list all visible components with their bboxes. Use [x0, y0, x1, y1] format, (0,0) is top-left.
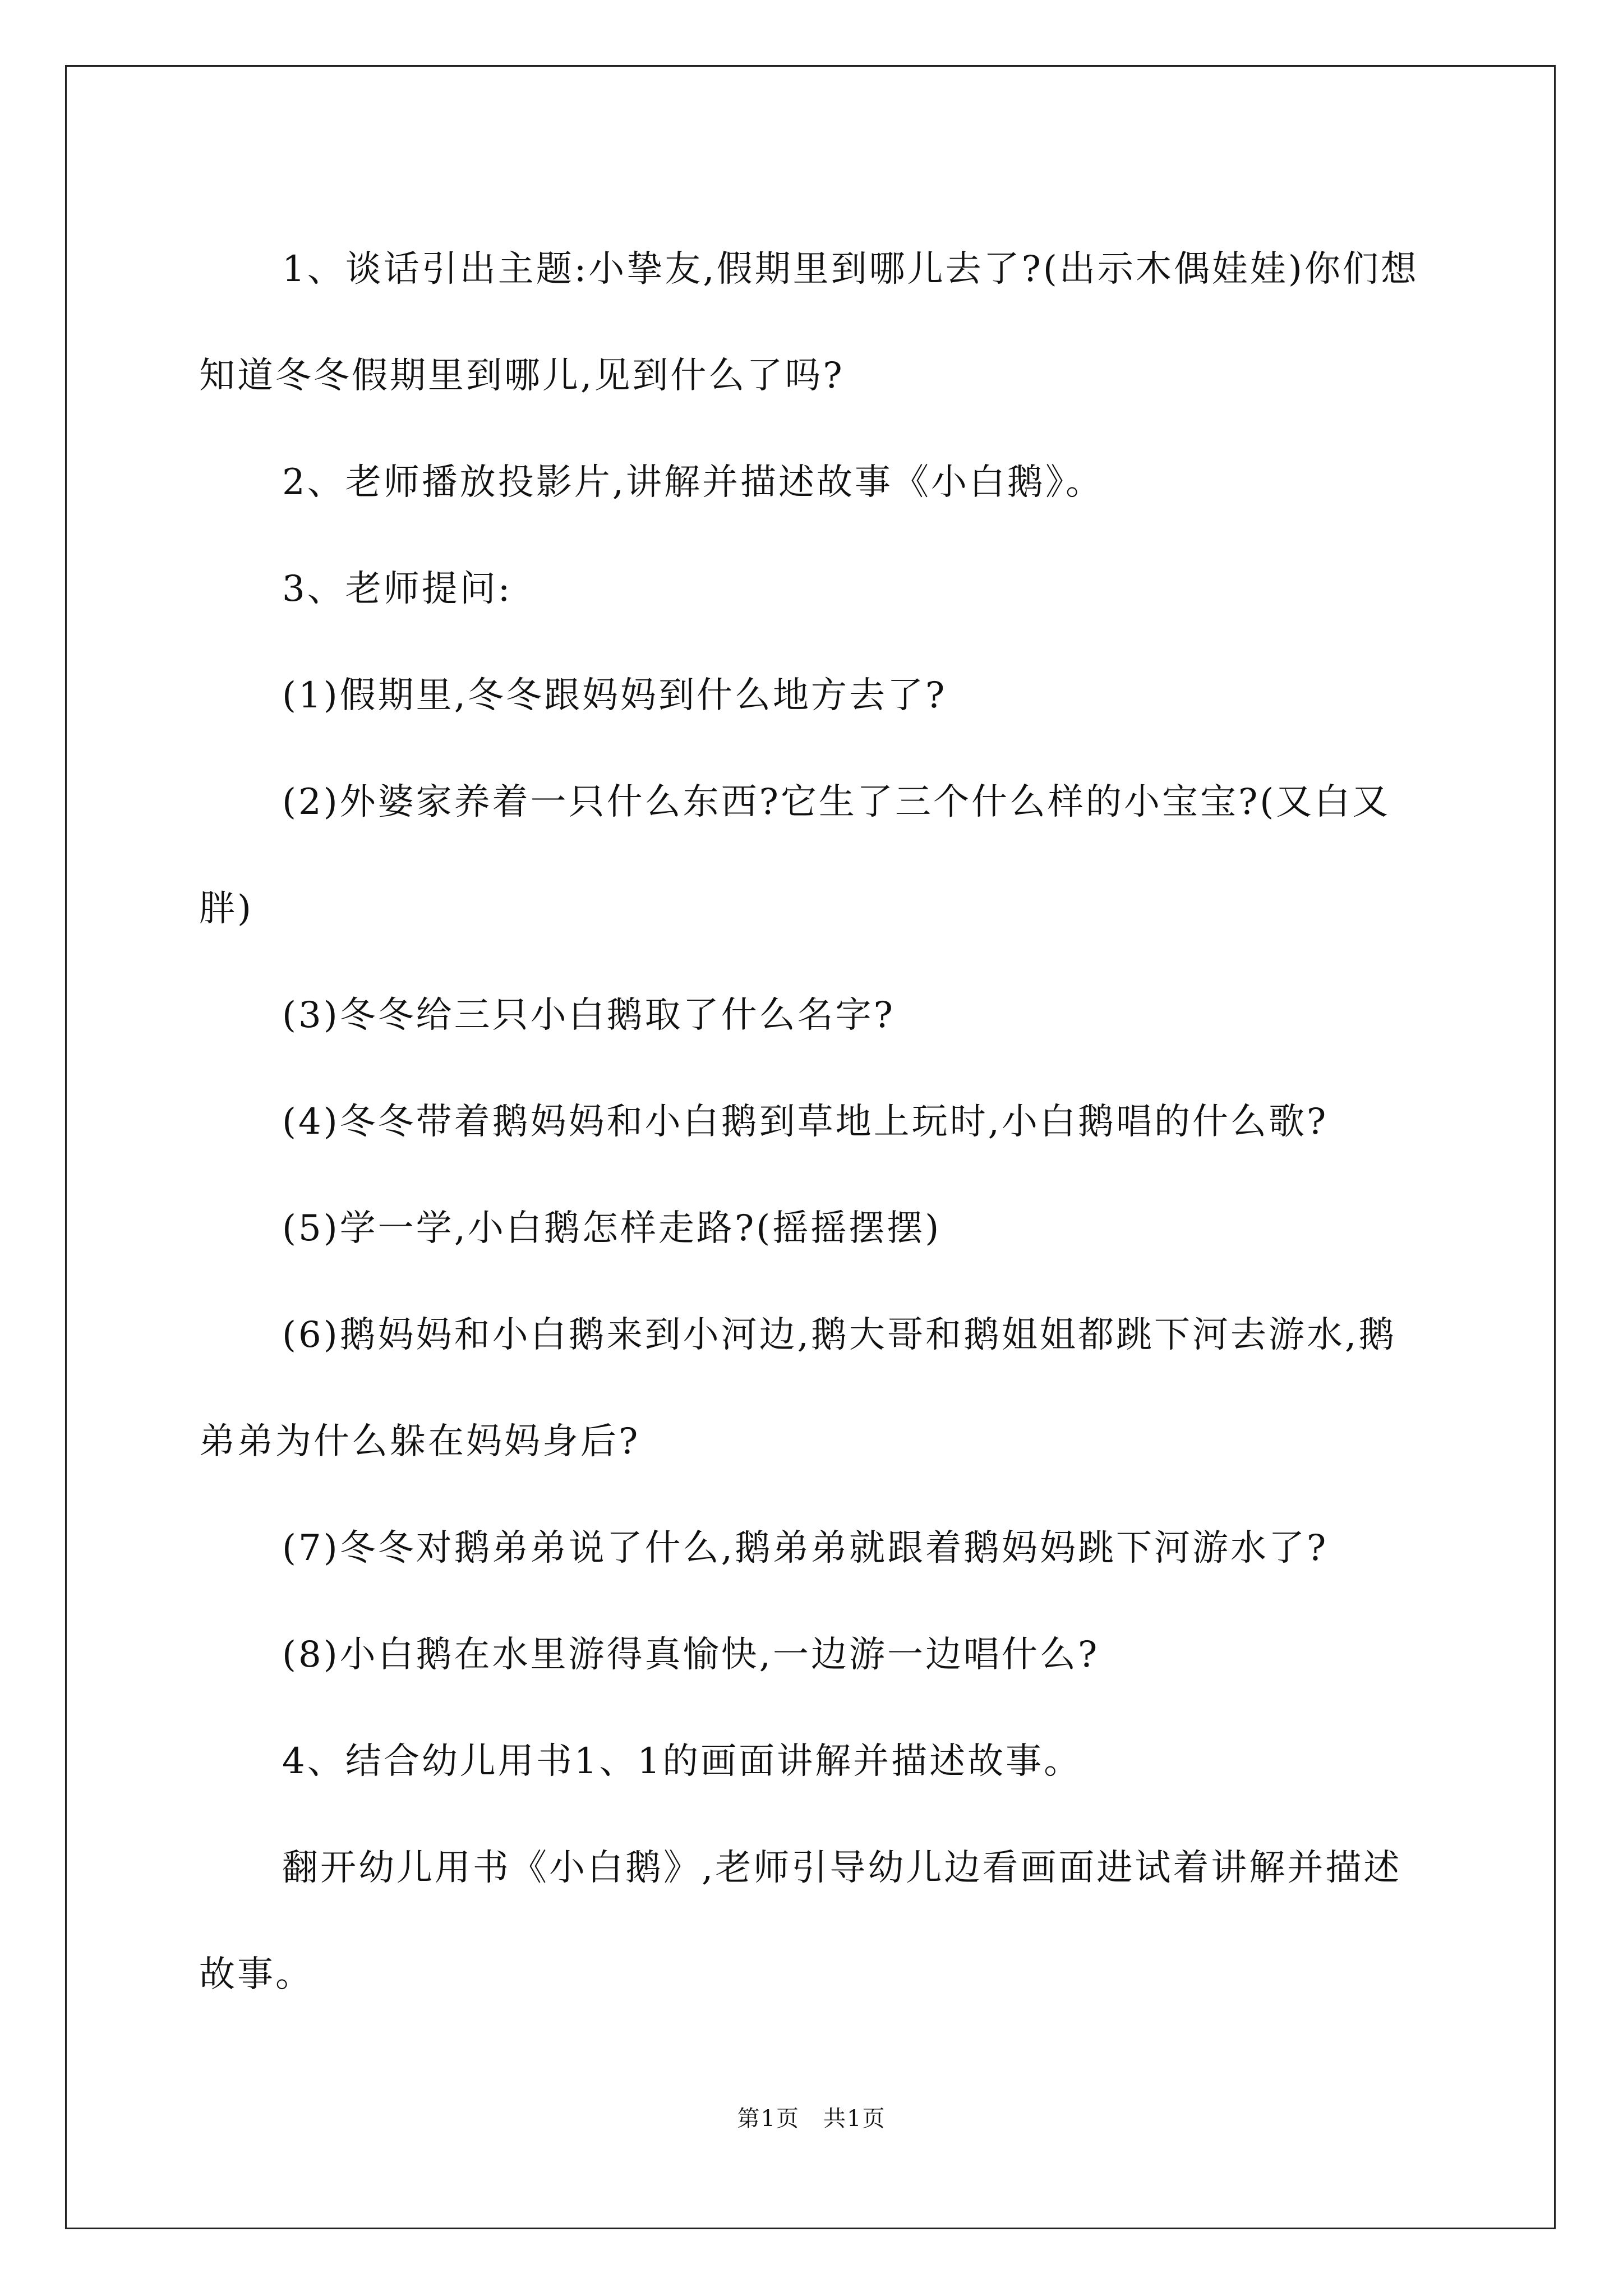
- question-7: (7)冬冬对鹅弟弟说了什么,鹅弟弟就跟着鹅妈妈跳下河游水了?: [282, 1527, 1329, 1569]
- question-1: (1)假期里,冬冬跟妈妈到什么地方去了?: [282, 675, 947, 716]
- question-8: (8)小白鹅在水里游得真愉快,一边游一边唱什么?: [282, 1634, 1100, 1676]
- question-3: (3)冬冬给三只小白鹅取了什么名字?: [282, 995, 895, 1036]
- question-2: (2)外婆家养着一只什么东西?它生了三个什么样的小宝宝?(又白又胖): [199, 781, 1391, 930]
- question-6: (6)鹅妈妈和小白鹅来到小河边,鹅大哥和鹅姐姐都跳下河去游水,鹅弟弟为什么躲在妈妈身后?: [199, 1314, 1397, 1462]
- document-body: [199, 216, 1433, 2028]
- paragraph-intro: 1、谈话引出主题:小挚友,假期里到哪儿去了?(出示木偶娃娃)你们想知道冬冬假期里到哪儿,见到什么了吗?: [199, 249, 1419, 397]
- page-footer: 第1页 共1页: [737, 2106, 886, 2132]
- paragraph-step-4: 4、结合幼儿用书1、1的画面讲解并描述故事。: [282, 1741, 1082, 1782]
- paragraph-closing: 翻开幼儿用书《小白鹅》,老师引导幼儿边看画面进试着讲解并描述故事。: [199, 1847, 1402, 1995]
- paragraph-step-3: 3、老师提问:: [282, 568, 513, 610]
- question-5: (5)学一学,小白鹅怎样走路?(摇摇摆摆): [282, 1208, 942, 1249]
- question-4: (4)冬冬带着鹅妈妈和小白鹅到草地上玩时,小白鹅唱的什么歌?: [282, 1101, 1329, 1143]
- paragraph-step-2: 2、老师播放投影片,讲解并描述故事《小白鹅》。: [282, 462, 1104, 503]
